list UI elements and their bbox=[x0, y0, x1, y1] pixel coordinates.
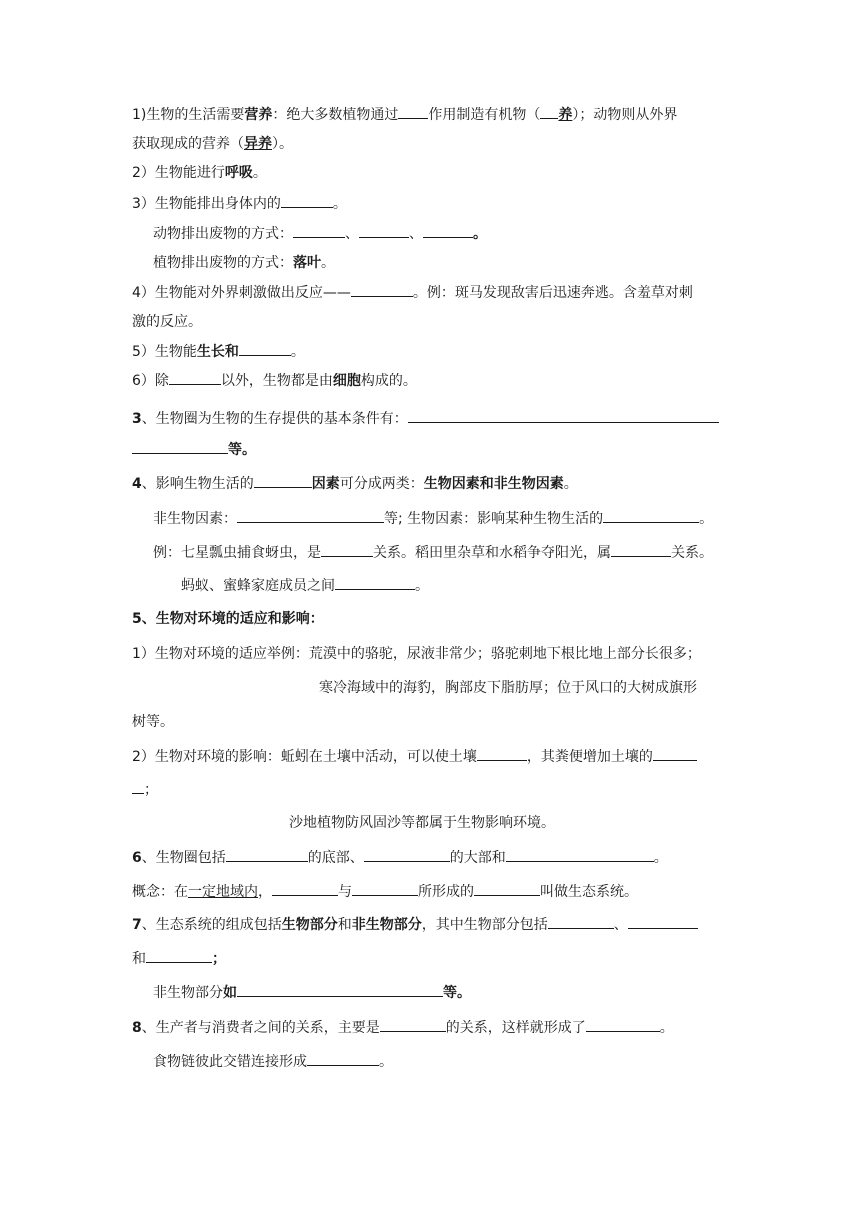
blank[interactable] bbox=[408, 409, 719, 423]
s1-line-respiration: 2）生物能进行呼吸。 bbox=[132, 165, 267, 181]
blank[interactable] bbox=[226, 848, 308, 862]
s1-line-nutrition: 1)生物的生活需要营养：绝大多数植物通过 作用制造有机物（ 养）；动物则从外界 bbox=[132, 107, 678, 123]
blank[interactable] bbox=[335, 576, 415, 590]
s3-line-cont: 等。 bbox=[132, 440, 256, 459]
blank[interactable] bbox=[586, 1018, 660, 1032]
blank[interactable] bbox=[628, 915, 698, 929]
blank[interactable] bbox=[237, 509, 384, 523]
blank[interactable] bbox=[272, 882, 338, 896]
blank[interactable] bbox=[293, 224, 345, 238]
s6-line: 6、生物圈包括 的底部、 的大部和 。 bbox=[132, 850, 668, 866]
s1-line-waste: 3）生物能排出身体内的 。 bbox=[132, 196, 347, 212]
s7-line-cont: 和 ； bbox=[132, 951, 226, 967]
s1-line-plant-waste: 植物排出废物的方式：落叶。 bbox=[153, 255, 335, 271]
s4-line-example: 例：七星瓢虫捕食蚜虫，是 关系。稻田里杂草和水稻争夺阳光，属 关系。 bbox=[153, 545, 713, 561]
s1-line-stimulus: 4）生物能对外界刺激做出反应—— 。例：斑马发现敌害后迅速奔逃。含羞草对刺 bbox=[132, 285, 693, 301]
blank[interactable] bbox=[254, 474, 312, 488]
s6-line-concept: 概念：在一定地域内， 与 所形成的 叫做生态系统。 bbox=[132, 884, 638, 900]
blank[interactable] bbox=[352, 882, 418, 896]
blank[interactable] bbox=[548, 915, 614, 929]
s5-line-adapt-end: 树等。 bbox=[132, 714, 174, 730]
blank[interactable] bbox=[281, 194, 333, 208]
blank[interactable] bbox=[146, 949, 212, 963]
blank[interactable] bbox=[239, 342, 291, 356]
blank[interactable] bbox=[423, 224, 473, 238]
s1-line-cell: 6）除 以外，生物都是由细胞构成的。 bbox=[132, 373, 417, 389]
s3-line: 3、生物圈为生物的生存提供的基本条件有： bbox=[132, 409, 719, 428]
blank[interactable] bbox=[132, 780, 144, 794]
s1-line-growth: 5）生物能生长和 。 bbox=[132, 344, 305, 360]
blank[interactable] bbox=[351, 283, 413, 297]
blank[interactable] bbox=[477, 747, 527, 761]
s4-line-factors: 非生物因素： 等; 生物因素：影响某种生物生活的 。 bbox=[153, 511, 714, 527]
blank[interactable] bbox=[506, 848, 654, 862]
s7-line-abiotic: 非生物部分如 等。 bbox=[153, 985, 471, 1001]
blank[interactable] bbox=[380, 1018, 446, 1032]
blank[interactable] bbox=[364, 848, 450, 862]
s5-line-influence: 2）生物对环境的影响：蚯蚓在土壤中活动，可以使土壤 ，其粪便增加土壤的 bbox=[132, 747, 697, 766]
blank[interactable] bbox=[359, 224, 409, 238]
blank[interactable] bbox=[611, 543, 671, 557]
s7-line: 7、生态系统的组成包括生物部分和非生物部分，其中生物部分包括 、 bbox=[132, 915, 698, 934]
s5-line-adapt-cont: 寒冷海域中的海豹，胸部皮下脂肪厚；位于风口的大树成旗形 bbox=[319, 680, 697, 696]
s5-line-influence-cont: ； bbox=[132, 780, 158, 799]
blank[interactable] bbox=[653, 747, 697, 761]
blank[interactable] bbox=[398, 105, 428, 119]
blank[interactable] bbox=[474, 882, 540, 896]
s4-line-ants: 蚂蚁、蜜蜂家庭成员之间 。 bbox=[181, 578, 429, 594]
blank[interactable] bbox=[321, 543, 373, 557]
s1-line-heterotroph: 获取现成的营养（异养）。 bbox=[132, 136, 293, 152]
s8-line: 8、生产者与消费者之间的关系，主要是 的关系，这样就形成了 。 bbox=[132, 1020, 674, 1036]
s1-line-stimulus-cont: 激的反应。 bbox=[132, 314, 202, 330]
s5-line-adapt: 1）生物对环境的适应举例：荒漠中的骆驼，尿液非常少；骆驼刺地下根比地上部分长很多； bbox=[132, 646, 701, 662]
blank[interactable] bbox=[540, 105, 558, 119]
blank[interactable] bbox=[237, 983, 443, 997]
blank[interactable] bbox=[307, 1052, 379, 1066]
blank[interactable] bbox=[132, 440, 228, 454]
s5-line-sand: 沙地植物防风固沙等都属于生物影响环境。 bbox=[289, 815, 555, 831]
s8-line-foodweb: 食物链彼此交错连接形成 。 bbox=[153, 1054, 393, 1070]
s1-line-animal-waste: 动物排出废物的方式： 、 、 。 bbox=[153, 226, 487, 242]
blank[interactable] bbox=[603, 509, 699, 523]
s4-line: 4、影响生物生活的 因素可分成两类：生物因素和非生物因素。 bbox=[132, 476, 578, 492]
s5-title: 5、生物对环境的适应和影响： bbox=[132, 611, 324, 627]
blank[interactable] bbox=[169, 371, 221, 385]
